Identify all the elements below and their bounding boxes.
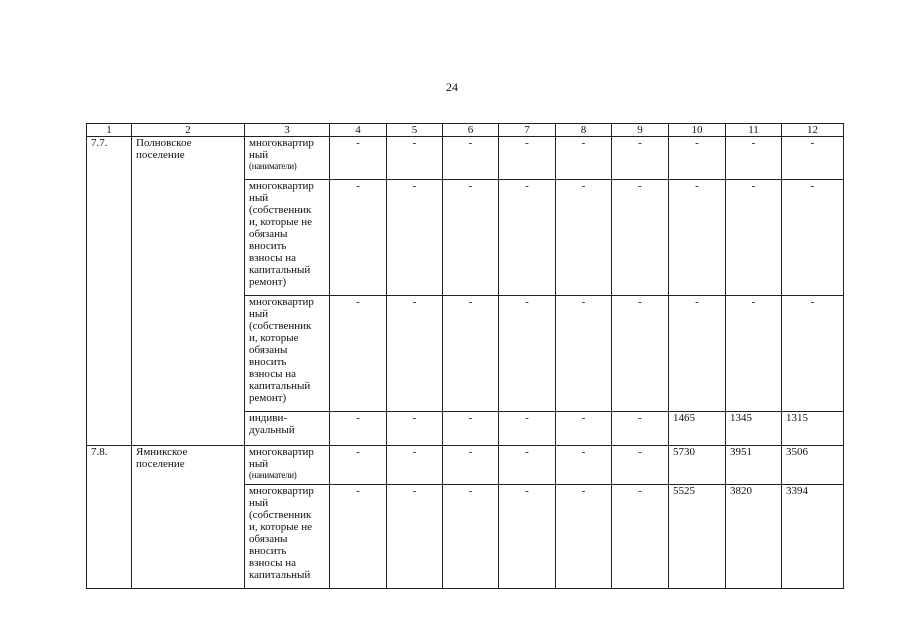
- value-cell: -: [387, 446, 443, 485]
- housing-type-line: и, которые не: [249, 216, 312, 228]
- value-cell: -: [612, 137, 669, 180]
- value-cell: -: [556, 180, 612, 296]
- housing-type-line: индиви-: [249, 412, 288, 424]
- value-cell: -: [669, 180, 726, 296]
- value-cell: 3506: [782, 446, 844, 485]
- value-cell: -: [499, 296, 556, 412]
- column-header: 11: [726, 124, 782, 137]
- value-cell: 5525: [669, 485, 726, 589]
- housing-type-note: (наниматели): [249, 161, 297, 171]
- housing-type-line: обязаны: [249, 344, 288, 356]
- column-header: 4: [330, 124, 387, 137]
- value-cell: -: [499, 485, 556, 589]
- housing-type-line: взносы на: [249, 368, 296, 380]
- housing-type-line: и, которые не: [249, 521, 312, 533]
- value-cell: -: [612, 446, 669, 485]
- housing-type-line: обязаны: [249, 533, 288, 545]
- page-number: 24: [446, 80, 458, 94]
- value-cell: -: [782, 296, 844, 412]
- value-cell: -: [612, 180, 669, 296]
- housing-type-line: ремонт): [249, 392, 287, 404]
- value-cell: -: [726, 137, 782, 180]
- housing-type-line: ный: [249, 192, 269, 204]
- housing-type-line: (собственник: [249, 320, 312, 332]
- column-header: 12: [782, 124, 844, 137]
- housing-type: [245, 412, 330, 446]
- value-cell: -: [499, 412, 556, 446]
- settlement-name-line: поселение: [136, 149, 185, 161]
- value-cell: -: [443, 296, 499, 412]
- housing-type: [245, 137, 330, 180]
- table-row: [87, 137, 844, 180]
- column-header: 3: [245, 124, 330, 137]
- housing-type-line: вносить: [249, 240, 287, 252]
- value-cell: -: [782, 180, 844, 296]
- column-header: 5: [387, 124, 443, 137]
- housing-type-line: дуальный: [249, 424, 295, 436]
- value-cell: -: [387, 296, 443, 412]
- housing-type-line: ный: [249, 458, 269, 470]
- housing-type-line: ный: [249, 149, 269, 161]
- value-cell: -: [387, 137, 443, 180]
- housing-type-line: взносы на: [249, 252, 296, 264]
- value-cell: -: [726, 296, 782, 412]
- column-header: 7: [499, 124, 556, 137]
- value-cell: 1315: [782, 412, 844, 446]
- housing-type-line: многоквартир: [249, 485, 314, 497]
- value-cell: -: [330, 296, 387, 412]
- housing-type-line: взносы на: [249, 557, 296, 569]
- value-cell: -: [443, 180, 499, 296]
- value-cell: -: [726, 180, 782, 296]
- housing-type-line: (собственник: [249, 509, 312, 521]
- value-cell: -: [330, 412, 387, 446]
- column-header: 10: [669, 124, 726, 137]
- housing-type-line: многоквартир: [249, 180, 314, 192]
- value-cell: -: [330, 180, 387, 296]
- housing-type: [245, 180, 330, 296]
- value-cell: 1345: [726, 412, 782, 446]
- housing-type-line: многоквартир: [249, 296, 314, 308]
- column-header: 6: [443, 124, 499, 137]
- settlement-name: [132, 446, 245, 589]
- value-cell: -: [556, 485, 612, 589]
- housing-type-line: обязаны: [249, 228, 288, 240]
- housing-type-line: ремонт): [249, 276, 287, 288]
- housing-type: [245, 485, 330, 589]
- value-cell: -: [387, 485, 443, 589]
- settlement-name: [132, 137, 245, 446]
- value-cell: -: [782, 137, 844, 180]
- data-table: [86, 123, 844, 589]
- value-cell: -: [387, 180, 443, 296]
- value-cell: -: [443, 137, 499, 180]
- value-cell: 3394: [782, 485, 844, 589]
- housing-type-line: (собственник: [249, 204, 312, 216]
- value-cell: -: [556, 446, 612, 485]
- value-cell: -: [443, 446, 499, 485]
- value-cell: -: [330, 485, 387, 589]
- value-cell: 3820: [726, 485, 782, 589]
- housing-type-line: и, которые: [249, 332, 299, 344]
- value-cell: -: [612, 412, 669, 446]
- value-cell: -: [499, 180, 556, 296]
- value-cell: -: [612, 485, 669, 589]
- value-cell: -: [387, 412, 443, 446]
- housing-type-line: многоквартир: [249, 137, 314, 149]
- value-cell: -: [443, 485, 499, 589]
- housing-type-line: вносить: [249, 545, 287, 557]
- housing-type-line: многоквартир: [249, 446, 314, 458]
- settlement-name-line: Полновское: [136, 137, 192, 149]
- value-cell: -: [556, 137, 612, 180]
- value-cell: -: [330, 446, 387, 485]
- housing-type-note: (наниматели): [249, 470, 297, 480]
- housing-type-line: капитальный: [249, 569, 311, 581]
- value-cell: -: [612, 296, 669, 412]
- column-header: 8: [556, 124, 612, 137]
- settlement-name-line: Ямникское: [136, 446, 188, 458]
- value-cell: -: [443, 412, 499, 446]
- value-cell: -: [669, 296, 726, 412]
- housing-type-line: ный: [249, 308, 269, 320]
- settlement-name-line: поселение: [136, 458, 185, 470]
- value-cell: -: [669, 137, 726, 180]
- housing-type: [245, 446, 330, 485]
- header-row: [87, 124, 844, 137]
- row-index: 7.7.: [87, 137, 132, 446]
- table-row: [87, 446, 844, 485]
- housing-type-line: вносить: [249, 356, 287, 368]
- column-header: 1: [87, 124, 132, 137]
- housing-type-line: ный: [249, 497, 269, 509]
- value-cell: -: [330, 137, 387, 180]
- housing-type-line: капитальный: [249, 264, 311, 276]
- column-header: 9: [612, 124, 669, 137]
- housing-type-line: капитальный: [249, 380, 311, 392]
- column-header: 2: [132, 124, 245, 137]
- value-cell: -: [499, 137, 556, 180]
- row-index: 7.8.: [87, 446, 132, 589]
- value-cell: -: [499, 446, 556, 485]
- value-cell: -: [556, 296, 612, 412]
- housing-type: [245, 296, 330, 412]
- value-cell: 5730: [669, 446, 726, 485]
- value-cell: 3951: [726, 446, 782, 485]
- value-cell: 1465: [669, 412, 726, 446]
- value-cell: -: [556, 412, 612, 446]
